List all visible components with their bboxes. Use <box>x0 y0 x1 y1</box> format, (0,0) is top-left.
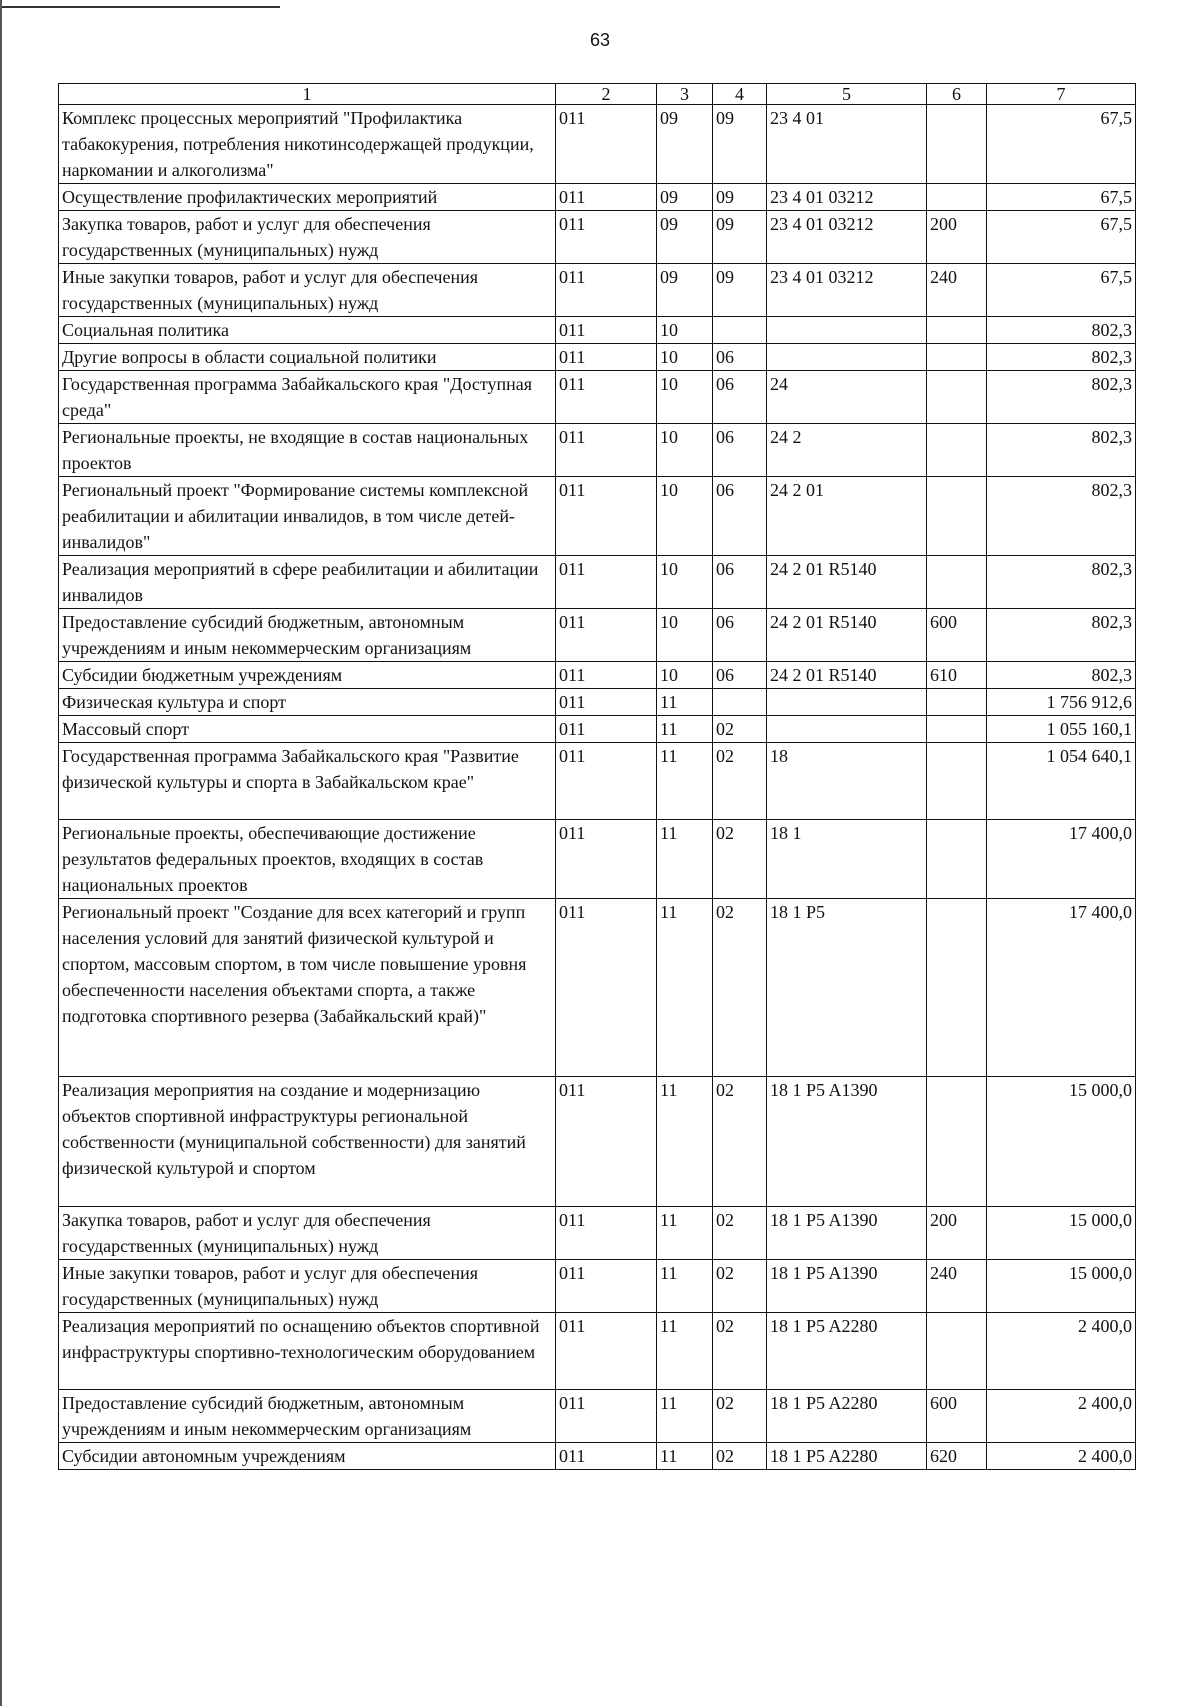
cell-grbs: 011 <box>556 1077 657 1207</box>
cell-expense-type <box>927 371 987 424</box>
cell-grbs: 011 <box>556 820 657 899</box>
cell-target-article: 24 2 01 R5140 <box>767 662 927 689</box>
cell-subsection: 02 <box>713 716 767 743</box>
table-row <box>59 1443 1136 1470</box>
cell-expense-type <box>927 743 987 820</box>
table-body <box>59 105 1136 1470</box>
cell-expense-type: 200 <box>927 211 987 264</box>
cell-subsection: 06 <box>713 556 767 609</box>
cell-subsection: 02 <box>713 1077 767 1207</box>
header-col-2: 2 <box>556 84 657 105</box>
table-row <box>59 1313 1136 1390</box>
cell-name: Другие вопросы в области социальной политики <box>59 344 556 371</box>
cell-section: 10 <box>657 556 713 609</box>
cell-amount: 802,3 <box>987 344 1136 371</box>
cell-amount: 802,3 <box>987 477 1136 556</box>
table-row <box>59 1260 1136 1313</box>
cell-expense-type <box>927 184 987 211</box>
cell-section: 09 <box>657 211 713 264</box>
cell-name: Региональный проект "Формирование системы комплексной реабилитации и абилитации инвалидов, в том числе детей-инвалидов" <box>59 477 556 556</box>
table-row <box>59 662 1136 689</box>
cell-target-article: 18 <box>767 743 927 820</box>
header-col-3: 3 <box>657 84 713 105</box>
table-row <box>59 105 1136 184</box>
cell-section: 09 <box>657 184 713 211</box>
cell-subsection: 09 <box>713 184 767 211</box>
cell-name: Региональный проект "Создание для всех категорий и групп населения условий для занятий физической культурой и спортом, массовым спортом, в том числе повышение уровня обеспеченности населения объектами спорта, а также подготовка спортивного резерва (Забайкальский край)" <box>59 899 556 1077</box>
cell-grbs: 011 <box>556 899 657 1077</box>
cell-expense-type <box>927 344 987 371</box>
cell-target-article: 24 <box>767 371 927 424</box>
cell-name: Массовый спорт <box>59 716 556 743</box>
cell-expense-type: 610 <box>927 662 987 689</box>
table-row <box>59 371 1136 424</box>
cell-subsection: 02 <box>713 1207 767 1260</box>
cell-expense-type: 600 <box>927 609 987 662</box>
cell-grbs: 011 <box>556 317 657 344</box>
cell-amount: 67,5 <box>987 184 1136 211</box>
cell-grbs: 011 <box>556 477 657 556</box>
cell-expense-type: 200 <box>927 1207 987 1260</box>
cell-amount: 1 756 912,6 <box>987 689 1136 716</box>
cell-name: Субсидии бюджетным учреждениям <box>59 662 556 689</box>
cell-subsection: 02 <box>713 1313 767 1390</box>
table-row <box>59 344 1136 371</box>
cell-amount: 2 400,0 <box>987 1390 1136 1443</box>
cell-target-article: 18 1 P5 A2280 <box>767 1443 927 1470</box>
cell-target-article: 24 2 01 R5140 <box>767 609 927 662</box>
cell-subsection: 06 <box>713 344 767 371</box>
cell-target-article: 24 2 <box>767 424 927 477</box>
cell-subsection: 02 <box>713 743 767 820</box>
cell-subsection: 09 <box>713 264 767 317</box>
cell-grbs: 011 <box>556 1313 657 1390</box>
cell-name: Закупка товаров, работ и услуг для обеспечения государственных (муниципальных) нужд <box>59 1207 556 1260</box>
cell-subsection: 09 <box>713 211 767 264</box>
cell-amount: 1 054 640,1 <box>987 743 1136 820</box>
cell-grbs: 011 <box>556 1260 657 1313</box>
cell-expense-type <box>927 556 987 609</box>
cell-subsection: 06 <box>713 371 767 424</box>
cell-subsection: 09 <box>713 105 767 184</box>
cell-target-article: 18 1 <box>767 820 927 899</box>
cell-name: Государственная программа Забайкальского края "Доступная среда" <box>59 371 556 424</box>
cell-amount: 802,3 <box>987 662 1136 689</box>
cell-amount: 15 000,0 <box>987 1207 1136 1260</box>
cell-grbs: 011 <box>556 184 657 211</box>
cell-subsection: 02 <box>713 1260 767 1313</box>
cell-target-article: 23 4 01 03212 <box>767 264 927 317</box>
cell-target-article <box>767 317 927 344</box>
table-row <box>59 609 1136 662</box>
cell-name: Реализация мероприятий по оснащению объектов спортивной инфраструктуры спортивно-технологическим оборудованием <box>59 1313 556 1390</box>
cell-grbs: 011 <box>556 344 657 371</box>
cell-name: Физическая культура и спорт <box>59 689 556 716</box>
cell-amount: 15 000,0 <box>987 1260 1136 1313</box>
header-col-5: 5 <box>767 84 927 105</box>
cell-name: Предоставление субсидий бюджетным, автономным учреждениям и иным некоммерческим организациям <box>59 1390 556 1443</box>
page-number: 63 <box>589 30 611 50</box>
cell-grbs: 011 <box>556 556 657 609</box>
cell-target-article: 18 1 P5 A2280 <box>767 1390 927 1443</box>
cell-name: Иные закупки товаров, работ и услуг для обеспечения государственных (муниципальных) нужд <box>59 1260 556 1313</box>
cell-name: Субсидии автономным учреждениям <box>59 1443 556 1470</box>
cell-expense-type: 240 <box>927 1260 987 1313</box>
cell-target-article: 18 1 P5 A2280 <box>767 1313 927 1390</box>
cell-subsection: 02 <box>713 899 767 1077</box>
cell-amount: 67,5 <box>987 264 1136 317</box>
cell-name: Осуществление профилактических мероприятий <box>59 184 556 211</box>
cell-amount: 2 400,0 <box>987 1443 1136 1470</box>
cell-target-article: 24 2 01 R5140 <box>767 556 927 609</box>
cell-name: Государственная программа Забайкальского края "Развитие физической культуры и спорта в Забайкальском крае" <box>59 743 556 820</box>
cell-section: 11 <box>657 899 713 1077</box>
cell-section: 11 <box>657 1260 713 1313</box>
cell-grbs: 011 <box>556 662 657 689</box>
cell-name: Региональные проекты, не входящие в состав национальных проектов <box>59 424 556 477</box>
cell-amount: 802,3 <box>987 556 1136 609</box>
cell-expense-type <box>927 899 987 1077</box>
cell-grbs: 011 <box>556 1207 657 1260</box>
cell-amount: 67,5 <box>987 105 1136 184</box>
cell-target-article: 23 4 01 03212 <box>767 184 927 211</box>
cell-grbs: 011 <box>556 609 657 662</box>
cell-expense-type <box>927 689 987 716</box>
cell-expense-type <box>927 820 987 899</box>
table-header <box>59 84 1136 105</box>
cell-subsection: 06 <box>713 477 767 556</box>
cell-section: 11 <box>657 1443 713 1470</box>
cell-grbs: 011 <box>556 211 657 264</box>
table-row <box>59 264 1136 317</box>
cell-name: Предоставление субсидий бюджетным, автономным учреждениям и иным некоммерческим организациям <box>59 609 556 662</box>
table-row <box>59 820 1136 899</box>
cell-target-article <box>767 689 927 716</box>
table-row <box>59 211 1136 264</box>
cell-grbs: 011 <box>556 743 657 820</box>
cell-name: Иные закупки товаров, работ и услуг для обеспечения государственных (муниципальных) нужд <box>59 264 556 317</box>
cell-section: 10 <box>657 371 713 424</box>
cell-section: 10 <box>657 344 713 371</box>
table-row <box>59 477 1136 556</box>
cell-subsection: 06 <box>713 662 767 689</box>
cell-grbs: 011 <box>556 1443 657 1470</box>
table-row <box>59 716 1136 743</box>
cell-expense-type <box>927 424 987 477</box>
header-row <box>59 84 1136 105</box>
cell-section: 10 <box>657 424 713 477</box>
cell-section: 10 <box>657 662 713 689</box>
cell-section: 11 <box>657 716 713 743</box>
cell-expense-type <box>927 477 987 556</box>
cell-section: 11 <box>657 1207 713 1260</box>
cell-section: 11 <box>657 1077 713 1207</box>
cell-expense-type: 600 <box>927 1390 987 1443</box>
table-row <box>59 1207 1136 1260</box>
header-col-1: 1 <box>59 84 556 105</box>
cell-target-article: 23 4 01 03212 <box>767 211 927 264</box>
budget-table <box>58 83 1136 1470</box>
header-col-4: 4 <box>713 84 767 105</box>
table-row <box>59 184 1136 211</box>
cell-expense-type <box>927 1077 987 1207</box>
cell-section: 10 <box>657 317 713 344</box>
cell-section: 11 <box>657 743 713 820</box>
cell-amount: 2 400,0 <box>987 1313 1136 1390</box>
cell-subsection: 02 <box>713 1390 767 1443</box>
cell-section: 10 <box>657 609 713 662</box>
cell-name: Комплекс процессных мероприятий "Профилактика табакокурения, потребления никотинсодержащей продукции, наркомании и алкоголизма" <box>59 105 556 184</box>
cell-amount: 802,3 <box>987 317 1136 344</box>
cell-name: Региональные проекты, обеспечивающие достижение результатов федеральных проектов, входящих в состав национальных проектов <box>59 820 556 899</box>
table-row <box>59 743 1136 820</box>
cell-target-article: 24 2 01 <box>767 477 927 556</box>
cell-name: Социальная политика <box>59 317 556 344</box>
cell-expense-type <box>927 317 987 344</box>
cell-amount: 802,3 <box>987 424 1136 477</box>
cell-expense-type <box>927 1313 987 1390</box>
cell-target-article: 23 4 01 <box>767 105 927 184</box>
cell-section: 11 <box>657 1313 713 1390</box>
cell-subsection <box>713 317 767 344</box>
cell-expense-type <box>927 105 987 184</box>
cell-section: 09 <box>657 264 713 317</box>
table-row <box>59 1077 1136 1207</box>
table-row <box>59 1390 1136 1443</box>
cell-target-article <box>767 344 927 371</box>
cell-section: 11 <box>657 689 713 716</box>
header-col-6: 6 <box>927 84 987 105</box>
scan-edge-top <box>0 6 280 8</box>
table-row <box>59 556 1136 609</box>
cell-section: 10 <box>657 477 713 556</box>
cell-subsection: 02 <box>713 820 767 899</box>
cell-amount: 17 400,0 <box>987 899 1136 1077</box>
cell-grbs: 011 <box>556 689 657 716</box>
cell-grbs: 011 <box>556 105 657 184</box>
cell-amount: 67,5 <box>987 211 1136 264</box>
cell-subsection: 02 <box>713 1443 767 1470</box>
cell-subsection <box>713 689 767 716</box>
cell-target-article <box>767 716 927 743</box>
cell-grbs: 011 <box>556 264 657 317</box>
cell-grbs: 011 <box>556 371 657 424</box>
table-row <box>59 899 1136 1077</box>
cell-expense-type: 620 <box>927 1443 987 1470</box>
header-col-7: 7 <box>987 84 1136 105</box>
cell-name: Реализация мероприятий в сфере реабилитации и абилитации инвалидов <box>59 556 556 609</box>
cell-name: Реализация мероприятия на создание и модернизацию объектов спортивной инфраструктуры региональной собственности (муниципальной собственности) для занятий физической культурой и спортом <box>59 1077 556 1207</box>
cell-target-article: 18 1 P5 A1390 <box>767 1077 927 1207</box>
cell-section: 09 <box>657 105 713 184</box>
cell-name: Закупка товаров, работ и услуг для обеспечения государственных (муниципальных) нужд <box>59 211 556 264</box>
cell-amount: 802,3 <box>987 609 1136 662</box>
cell-amount: 17 400,0 <box>987 820 1136 899</box>
cell-target-article: 18 1 P5 A1390 <box>767 1207 927 1260</box>
cell-subsection: 06 <box>713 609 767 662</box>
cell-section: 11 <box>657 820 713 899</box>
cell-amount: 15 000,0 <box>987 1077 1136 1207</box>
table-row <box>59 317 1136 344</box>
cell-subsection: 06 <box>713 424 767 477</box>
cell-amount: 1 055 160,1 <box>987 716 1136 743</box>
cell-target-article: 18 1 P5 A1390 <box>767 1260 927 1313</box>
cell-expense-type <box>927 716 987 743</box>
cell-grbs: 011 <box>556 424 657 477</box>
cell-section: 11 <box>657 1390 713 1443</box>
cell-grbs: 011 <box>556 716 657 743</box>
cell-amount: 802,3 <box>987 371 1136 424</box>
table-row <box>59 689 1136 716</box>
cell-target-article: 18 1 P5 <box>767 899 927 1077</box>
cell-grbs: 011 <box>556 1390 657 1443</box>
scan-edge-left <box>0 0 2 1706</box>
table-row <box>59 424 1136 477</box>
cell-expense-type: 240 <box>927 264 987 317</box>
